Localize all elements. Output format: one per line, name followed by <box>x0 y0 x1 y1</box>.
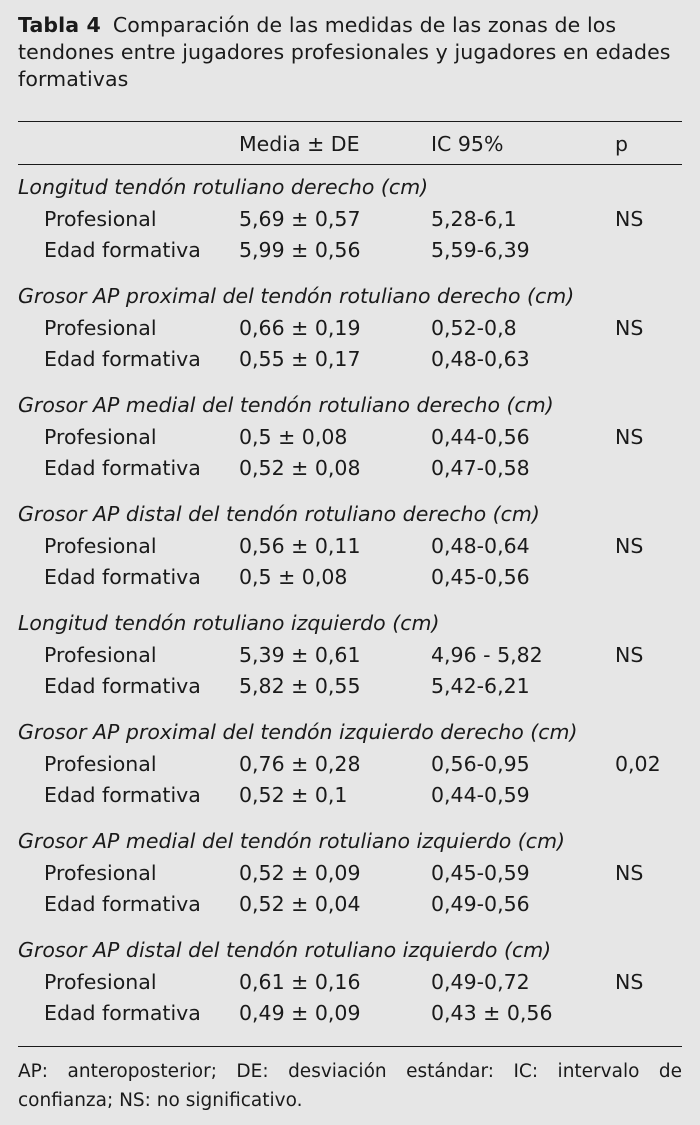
ci-cell: 0,43 ± 0,56 <box>431 1001 553 1025</box>
table-header-row <box>18 128 682 160</box>
table-row <box>18 639 682 671</box>
row-label: Edad formativa <box>44 1001 201 1025</box>
ci-cell: 5,42-6,21 <box>431 674 530 698</box>
header-rule <box>18 164 682 165</box>
row-label: Edad formativa <box>44 238 201 262</box>
table-row <box>18 452 682 484</box>
mean-sd-cell: 5,82 ± 0,55 <box>239 674 361 698</box>
mean-sd-cell: 0,5 ± 0,08 <box>239 425 348 449</box>
mean-sd-cell: 5,69 ± 0,57 <box>239 207 361 231</box>
caption-text: Comparación de las medidas de las zonas de los tendones entre jugadores profesionales y jugadores en edades formativas <box>18 13 671 91</box>
table-row <box>18 203 682 235</box>
ci-cell: 0,56-0,95 <box>431 752 530 776</box>
mean-sd-cell: 0,66 ± 0,19 <box>239 316 361 340</box>
row-label: Edad formativa <box>44 892 201 916</box>
ci-cell: 5,28-6,1 <box>431 207 517 231</box>
ci-cell: 4,96 - 5,82 <box>431 643 543 667</box>
group-title: Grosor AP medial del tendón rotuliano derecho (cm) <box>18 393 554 417</box>
mean-sd-cell: 0,5 ± 0,08 <box>239 565 348 589</box>
table-row <box>18 312 682 344</box>
table-row <box>18 997 682 1029</box>
group-title: Longitud tendón rotuliano izquierdo (cm) <box>18 611 440 635</box>
row-label: Profesional <box>44 425 157 449</box>
ci-cell: 0,45-0,59 <box>431 861 530 885</box>
group-title: Grosor AP distal del tendón rotuliano derecho (cm) <box>18 502 540 526</box>
group-title: Grosor AP proximal del tendón rotuliano derecho (cm) <box>18 284 575 308</box>
mean-sd-cell: 0,55 ± 0,17 <box>239 347 361 371</box>
group-title: Grosor AP distal del tendón rotuliano izquierdo (cm) <box>18 938 552 962</box>
row-label: Profesional <box>44 643 157 667</box>
row-label: Edad formativa <box>44 674 201 698</box>
table-caption <box>18 12 682 120</box>
ci-cell: 0,48-0,64 <box>431 534 530 558</box>
row-label: Edad formativa <box>44 456 201 480</box>
p-value-cell: NS <box>615 207 644 231</box>
row-label: Edad formativa <box>44 565 201 589</box>
row-label: Edad formativa <box>44 783 201 807</box>
row-label: Profesional <box>44 534 157 558</box>
ci-cell: 0,44-0,56 <box>431 425 530 449</box>
table-row <box>18 421 682 453</box>
row-label: Profesional <box>44 207 157 231</box>
ci-cell: 0,47-0,58 <box>431 456 530 480</box>
header-ci: IC 95% <box>431 132 504 156</box>
table-row <box>18 670 682 702</box>
header-mean-sd: Media ± DE <box>239 132 360 156</box>
mean-sd-cell: 5,39 ± 0,61 <box>239 643 361 667</box>
table-row <box>18 561 682 593</box>
table-row <box>18 779 682 811</box>
p-value-cell: NS <box>615 861 644 885</box>
group-title: Grosor AP medial del tendón rotuliano izquierdo (cm) <box>18 829 566 853</box>
mean-sd-cell: 0,52 ± 0,1 <box>239 783 348 807</box>
mean-sd-cell: 0,49 ± 0,09 <box>239 1001 361 1025</box>
mean-sd-cell: 0,61 ± 0,16 <box>239 970 361 994</box>
group-title: Grosor AP proximal del tendón izquierdo derecho (cm) <box>18 720 578 744</box>
p-value-cell: NS <box>615 425 644 449</box>
table-footnote: AP: anteroposterior; DE: desviación estándar: IC: intervalo de confianza; NS: no significativo. <box>18 1061 682 1111</box>
table-row <box>18 966 682 998</box>
ci-cell: 0,44-0,59 <box>431 783 530 807</box>
mean-sd-cell: 0,52 ± 0,08 <box>239 456 361 480</box>
table-label: Tabla 4 <box>18 13 101 37</box>
bottom-rule <box>18 1046 682 1047</box>
row-label: Profesional <box>44 861 157 885</box>
mean-sd-cell: 0,52 ± 0,04 <box>239 892 361 916</box>
ci-cell: 5,59-6,39 <box>431 238 530 262</box>
ci-cell: 0,49-0,72 <box>431 970 530 994</box>
p-value-cell: NS <box>615 970 644 994</box>
ci-cell: 0,48-0,63 <box>431 347 530 371</box>
p-value-cell: NS <box>615 534 644 558</box>
row-label: Profesional <box>44 970 157 994</box>
p-value-cell: 0,02 <box>615 752 661 776</box>
group-title: Longitud tendón rotuliano derecho (cm) <box>18 175 429 199</box>
row-label: Profesional <box>44 752 157 776</box>
row-label: Profesional <box>44 316 157 340</box>
top-rule <box>18 121 682 122</box>
mean-sd-cell: 0,76 ± 0,28 <box>239 752 361 776</box>
table-row <box>18 857 682 889</box>
ci-cell: 0,52-0,8 <box>431 316 517 340</box>
table-row <box>18 888 682 920</box>
table-row <box>18 530 682 562</box>
mean-sd-cell: 5,99 ± 0,56 <box>239 238 361 262</box>
p-value-cell: NS <box>615 316 644 340</box>
mean-sd-cell: 0,52 ± 0,09 <box>239 861 361 885</box>
ci-cell: 0,45-0,56 <box>431 565 530 589</box>
p-value-cell: NS <box>615 643 644 667</box>
ci-cell: 0,49-0,56 <box>431 892 530 916</box>
row-label: Edad formativa <box>44 347 201 371</box>
mean-sd-cell: 0,56 ± 0,11 <box>239 534 361 558</box>
table-row <box>18 748 682 780</box>
table-row <box>18 343 682 375</box>
table-row <box>18 234 682 266</box>
header-p: p <box>615 132 629 156</box>
